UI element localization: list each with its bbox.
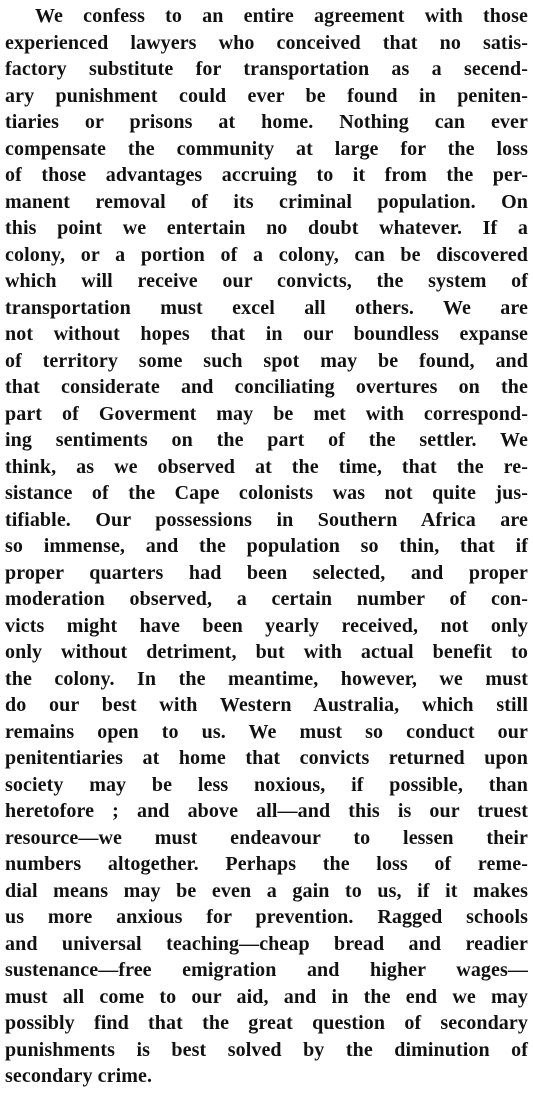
text-line: victs might have been yearly received, not only [5, 614, 528, 637]
text-line: so immense, and the population so thin, that if [5, 535, 528, 557]
text-line: sistance of the Cape colonists was not quite jus- [5, 482, 528, 504]
text-line: experienced lawyers who conceived that no satis- [5, 31, 528, 54]
text-line: proper quarters had been selected, and proper [5, 561, 528, 584]
text-line: dial means may be even a gain to us, if it makes [5, 879, 528, 902]
text-line: transportation must excel all others. We are [5, 296, 528, 319]
text-line: compensate the community at large for the loss [5, 137, 528, 160]
text-line: which will receive our convicts, the system of [5, 270, 528, 292]
text-line: tifiable. Our possessions in Southern Africa are [5, 508, 528, 531]
text-line: penitentiaries at home that convicts returned upon [5, 747, 528, 769]
article-column [5, 3, 528, 1111]
text-line: not without hopes that in our boundless expanse [5, 323, 528, 345]
text-line: that considerate and conciliating overtures on the [5, 376, 528, 398]
text-line: us more anxious for prevention. Ragged schools [5, 906, 528, 928]
text-line: of territory some such spot may be found, and [5, 349, 528, 372]
text-line: We confess to an entire agreement with those [35, 5, 528, 27]
text-line: ing sentiments on the part of the settler. We [5, 429, 528, 451]
text-line: this point we entertain no doubt whatever. If a [5, 217, 528, 239]
text-line: heretofore ; and above all—and this is our truest [5, 800, 528, 822]
text-line: society may be less noxious, if possible, than [5, 773, 528, 796]
text-line: part of Goverment may be met with correspond- [5, 402, 528, 425]
text-line: do our best with Western Australia, which still [5, 694, 528, 716]
text-line: and universal teaching—cheap bread and readier [5, 932, 528, 955]
text-line: possibly find that the great question of secondary [5, 1012, 528, 1034]
text-line: manent removal of its criminal population. On [5, 190, 528, 213]
text-line: must all come to our aid, and in the end we may [5, 985, 528, 1008]
text-line: ary punishment could ever be found in peniten- [5, 84, 528, 107]
text-line: colony, or a portion of a colony, can be discovered [5, 243, 528, 266]
text-line: the colony. In the meantime, however, we must [5, 667, 528, 690]
text-line: factory substitute for transportation as a secend- [5, 58, 528, 80]
text-line: punishments is best solved by the diminution of [5, 1038, 528, 1061]
text-line: only without detriment, but with actual benefit to [5, 641, 528, 663]
text-line: resource—we must endeavour to lessen their [5, 826, 528, 849]
text-line: numbers altogether. Perhaps the loss of reme- [5, 853, 528, 875]
text-line: think, as we observed at the time, that the re- [5, 455, 528, 478]
text-line: moderation observed, a certain number of con- [5, 588, 528, 610]
text-line: tiaries or prisons at home. Nothing can ever [5, 111, 528, 133]
text-line: of those advantages accruing to it from the per- [5, 164, 528, 186]
text-line: sustenance—free emigration and higher wages— [5, 959, 528, 981]
text-line: remains open to us. We must so conduct our [5, 720, 528, 743]
text-line: secondary crime. [5, 1065, 153, 1087]
